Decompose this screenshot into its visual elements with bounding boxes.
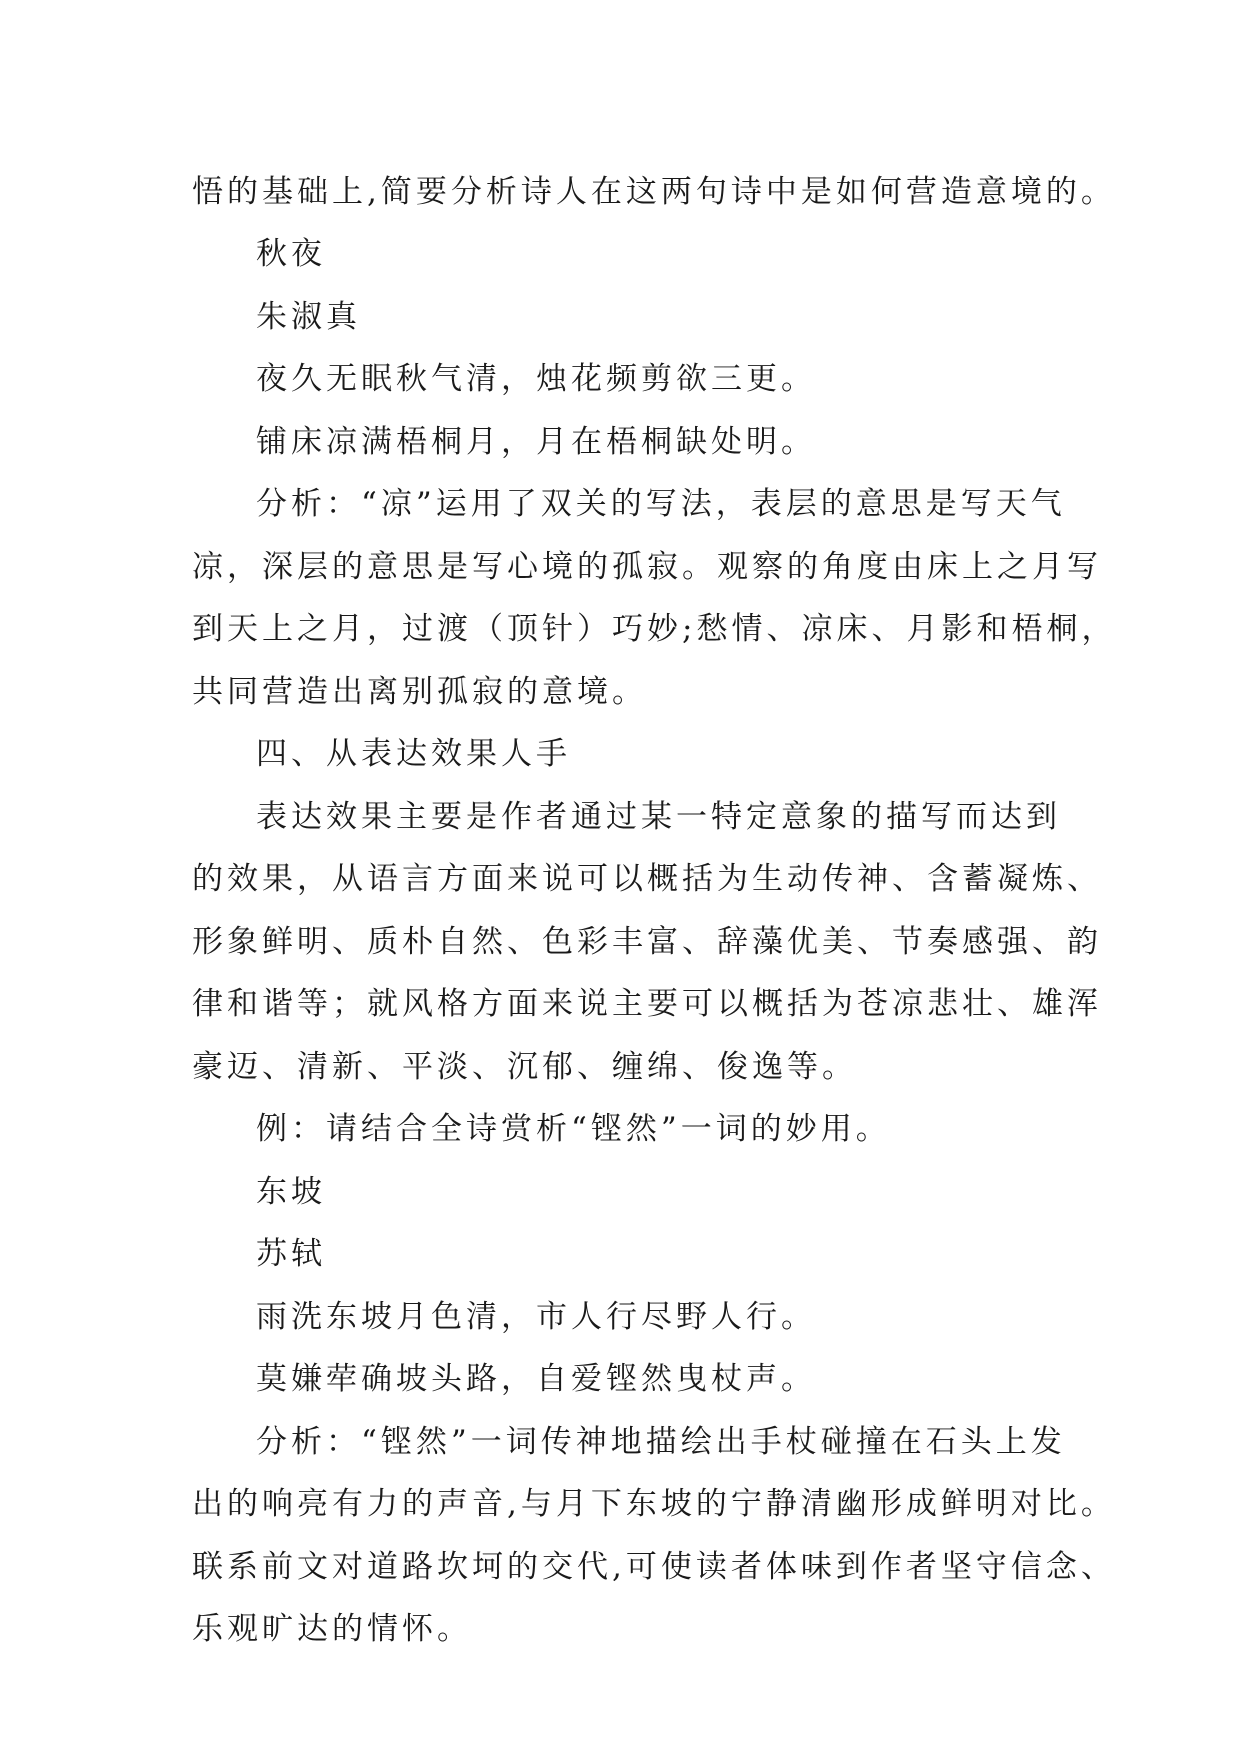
- poem-title: 东坡: [256, 1174, 326, 1210]
- section-heading: 四、从表达效果人手: [256, 736, 571, 772]
- analysis-line: 凉，深层的意思是写心境的孤寂。观察的角度由床上之月写: [192, 549, 1102, 585]
- poem-verse: 雨洗东坡月色清，市人行尽野人行。: [256, 1299, 816, 1335]
- analysis-line: 乐观旷达的情怀。: [192, 1611, 472, 1647]
- analysis-line: 出的响亮有力的声音,与月下东坡的宁静清幽形成鲜明对比。: [192, 1486, 1116, 1522]
- analysis-line: 到天上之月，过渡（顶针）巧妙;愁情、凉床、月影和梧桐，: [192, 611, 1117, 647]
- poem-author: 朱淑真: [256, 299, 361, 335]
- poem-title: 秋夜: [256, 236, 326, 272]
- analysis-line: 分析：“凉”运用了双关的写法，表层的意思是写天气: [256, 486, 1066, 522]
- poem-verse: 铺床凉满梧桐月，月在梧桐缺处明。: [256, 424, 816, 460]
- example-question: 例：请结合全诗赏析“铿然”一词的妙用。: [256, 1111, 891, 1147]
- document-page: [192, 160, 1117, 1647]
- poem-verse: 夜久无眠秋气清，烛花频剪欲三更。: [256, 361, 816, 397]
- paragraph-line: 的效果，从语言方面来说可以概括为生动传神、含蓄凝炼、: [192, 861, 1102, 897]
- analysis-line: 分析：“铿然”一词传神地描绘出手杖碰撞在石头上发: [256, 1424, 1066, 1460]
- analysis-line: 联系前文对道路坎坷的交代,可使读者体味到作者坚守信念、: [192, 1549, 1116, 1585]
- paragraph-line: 豪迈、清新、平淡、沉郁、缠绵、俊逸等。: [192, 1049, 857, 1085]
- analysis-line: 共同营造出离别孤寂的意境。: [192, 674, 647, 710]
- paragraph-line: 律和谐等；就风格方面来说主要可以概括为苍凉悲壮、雄浑: [192, 986, 1102, 1022]
- paragraph-line: 表达效果主要是作者通过某一特定意象的描写而达到: [256, 799, 1061, 835]
- poem-author: 苏轼: [256, 1236, 326, 1272]
- text-line: 悟的基础上,简要分析诗人在这两句诗中是如何营造意境的。: [192, 174, 1116, 210]
- poem-verse: 莫嫌荦确坡头路，自爱铿然曳杖声。: [256, 1361, 816, 1397]
- paragraph-line: 形象鲜明、质朴自然、色彩丰富、辞藻优美、节奏感强、韵: [192, 924, 1102, 960]
